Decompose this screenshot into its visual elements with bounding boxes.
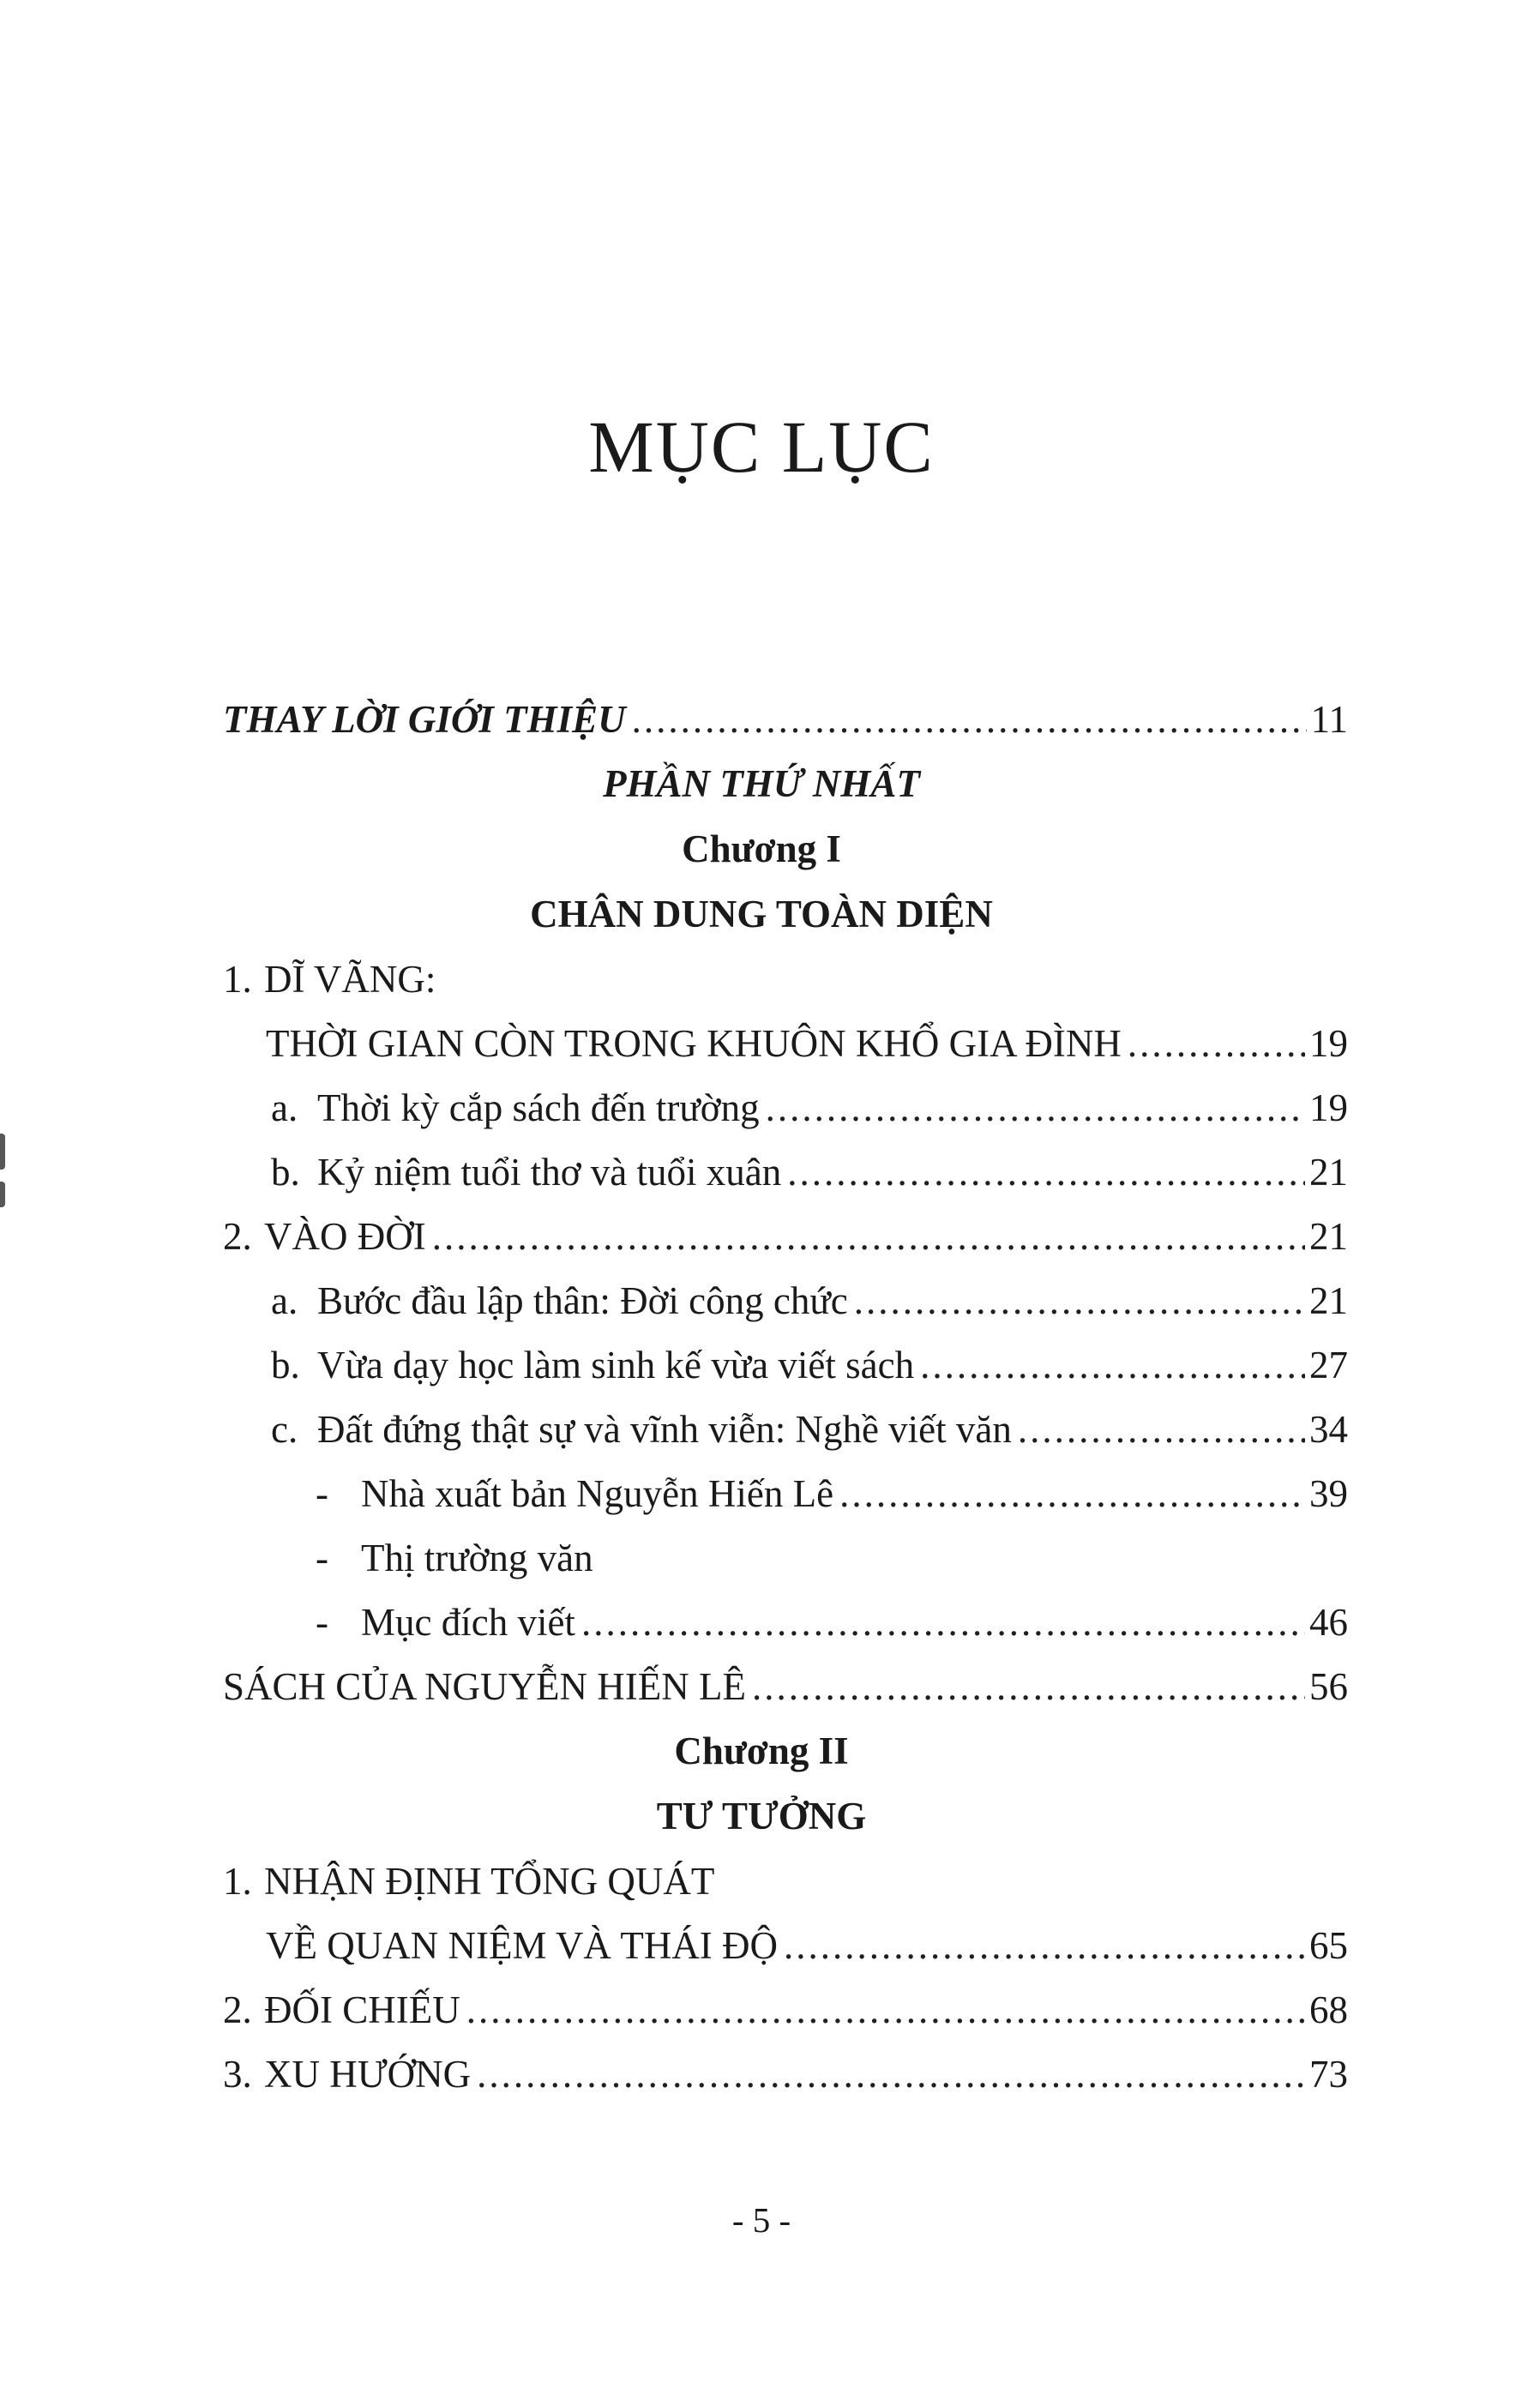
toc-entry-page: 73 [1309, 2053, 1348, 2096]
dot-leader [854, 1281, 1305, 1321]
toc-entry-page: 27 [1309, 1344, 1348, 1386]
toc-entry [223, 1538, 1348, 1579]
toc-heading: Chương II [674, 1729, 849, 1772]
toc-entry-page: 11 [1310, 698, 1348, 741]
toc-entry-marker: 2. [223, 1215, 252, 1258]
toc-entry-marker: - [316, 1601, 328, 1644]
dot-leader [477, 2054, 1305, 2095]
toc-entry [223, 1281, 1348, 1321]
dot-leader [581, 1603, 1305, 1643]
toc-entry-page: 19 [1309, 1086, 1348, 1129]
dot-leader [466, 1990, 1305, 2030]
toc-entry-marker: 1. [223, 958, 252, 1001]
toc-entry-marker: 1. [223, 1860, 252, 1903]
dot-leader [920, 1345, 1305, 1386]
toc-entry-marker: c. [271, 1408, 298, 1451]
toc-heading: TƯ TƯỞNG [656, 1795, 867, 1838]
page-number-footer: - 5 - [731, 2200, 791, 2240]
toc-entry-marker: - [316, 1537, 328, 1579]
toc-entry-label: THAY LỜI GIỚI THIỆU [223, 698, 626, 741]
toc-entry [223, 1603, 1348, 1643]
toc-entry-label: Thị trường văn [361, 1537, 593, 1579]
toc-entry [223, 1088, 1348, 1128]
toc-entry [223, 1862, 1348, 1902]
toc-entry-page: 19 [1309, 1022, 1348, 1065]
toc-entry-label: VỀ QUAN NIỆM VÀ THÁI ĐỘ [266, 1924, 779, 1967]
page-title: MỤC LỤC [588, 406, 935, 488]
toc-entry-page: 46 [1309, 1601, 1348, 1644]
toc-entry-page: 21 [1309, 1215, 1348, 1258]
toc-entry-label: Đất đứng thật sự và vĩnh viễn: Nghề viết văn [317, 1408, 1012, 1451]
toc-entry-marker: b. [271, 1151, 300, 1194]
toc-entry [223, 1152, 1348, 1193]
toc-entry-page: 39 [1309, 1472, 1348, 1515]
toc-heading: Chương I [682, 827, 841, 870]
dot-leader [784, 1926, 1305, 1966]
toc-entry-page: 56 [1309, 1665, 1348, 1708]
toc-entry-marker: 2. [223, 1988, 252, 2031]
toc-entry-label: NHẬN ĐỊNH TỔNG QUÁT [264, 1860, 715, 1903]
toc-entry [223, 1410, 1348, 1450]
toc-entry [223, 1217, 1348, 1257]
toc-entry [223, 1345, 1348, 1386]
dot-leader [632, 700, 1307, 740]
toc-entry [223, 1926, 1348, 1966]
toc-entry [223, 1667, 1348, 1707]
toc-entry-label: Thời kỳ cắp sách đến trường [317, 1086, 760, 1129]
toc-list [223, 700, 1348, 2095]
toc-entry-label: Kỷ niệm tuổi thơ và tuổi xuân [317, 1151, 782, 1194]
toc-entry-label: ĐỐI CHIẾU [264, 1988, 460, 2031]
toc-entry-page: 68 [1309, 1988, 1348, 2031]
toc-entry-label: Bước đầu lập thân: Đời công chức [317, 1279, 848, 1322]
dot-leader [766, 1088, 1305, 1128]
scan-artifact [0, 1182, 5, 1207]
dot-leader [839, 1474, 1305, 1514]
toc-entry [223, 700, 1348, 740]
toc-entry-marker: a. [271, 1086, 298, 1129]
toc-entry [223, 959, 1348, 1000]
toc-entry [223, 1990, 1348, 2030]
toc-entry-page: 21 [1309, 1279, 1348, 1322]
toc-entry-label: Mục đích viết [361, 1601, 575, 1644]
toc-entry-marker: 3. [223, 2053, 252, 2096]
toc-entry-page: 65 [1309, 1924, 1348, 1967]
toc-entry-label: THỜI GIAN CÒN TRONG KHUÔN KHỔ GIA ĐÌNH [266, 1022, 1122, 1065]
toc-entry-label: SÁCH CỦA NGUYỄN HIẾN LÊ [223, 1665, 746, 1708]
toc-entry-page: 21 [1309, 1151, 1348, 1194]
toc-entry-label: VÀO ĐỜI [264, 1215, 426, 1258]
dot-leader [1018, 1410, 1305, 1450]
dot-leader [432, 1217, 1305, 1257]
toc-entry-page: 34 [1309, 1408, 1348, 1451]
toc-entry [223, 1024, 1348, 1064]
toc-entry-marker: b. [271, 1344, 300, 1386]
dot-leader [787, 1152, 1305, 1193]
dot-leader [1128, 1024, 1305, 1064]
toc-entry-label: XU HƯỚNG [264, 2053, 472, 2096]
scan-artifact [0, 1134, 5, 1170]
toc-heading: PHẦN THỨ NHẤT [603, 762, 920, 805]
dot-leader [752, 1667, 1305, 1707]
toc-heading: CHÂN DUNG TOÀN DIỆN [530, 893, 993, 935]
toc-entry-marker: - [316, 1472, 328, 1515]
toc-entry-label: Nhà xuất bản Nguyễn Hiến Lê [361, 1472, 834, 1515]
page-content [223, 0, 1348, 2241]
toc-entry-marker: a. [271, 1279, 298, 1322]
toc-entry [223, 1474, 1348, 1514]
toc-entry-label: Vừa dạy học làm sinh kế vừa viết sách [317, 1344, 915, 1386]
toc-entry [223, 2054, 1348, 2095]
toc-entry-label: DĨ VÃNG: [264, 958, 436, 1001]
